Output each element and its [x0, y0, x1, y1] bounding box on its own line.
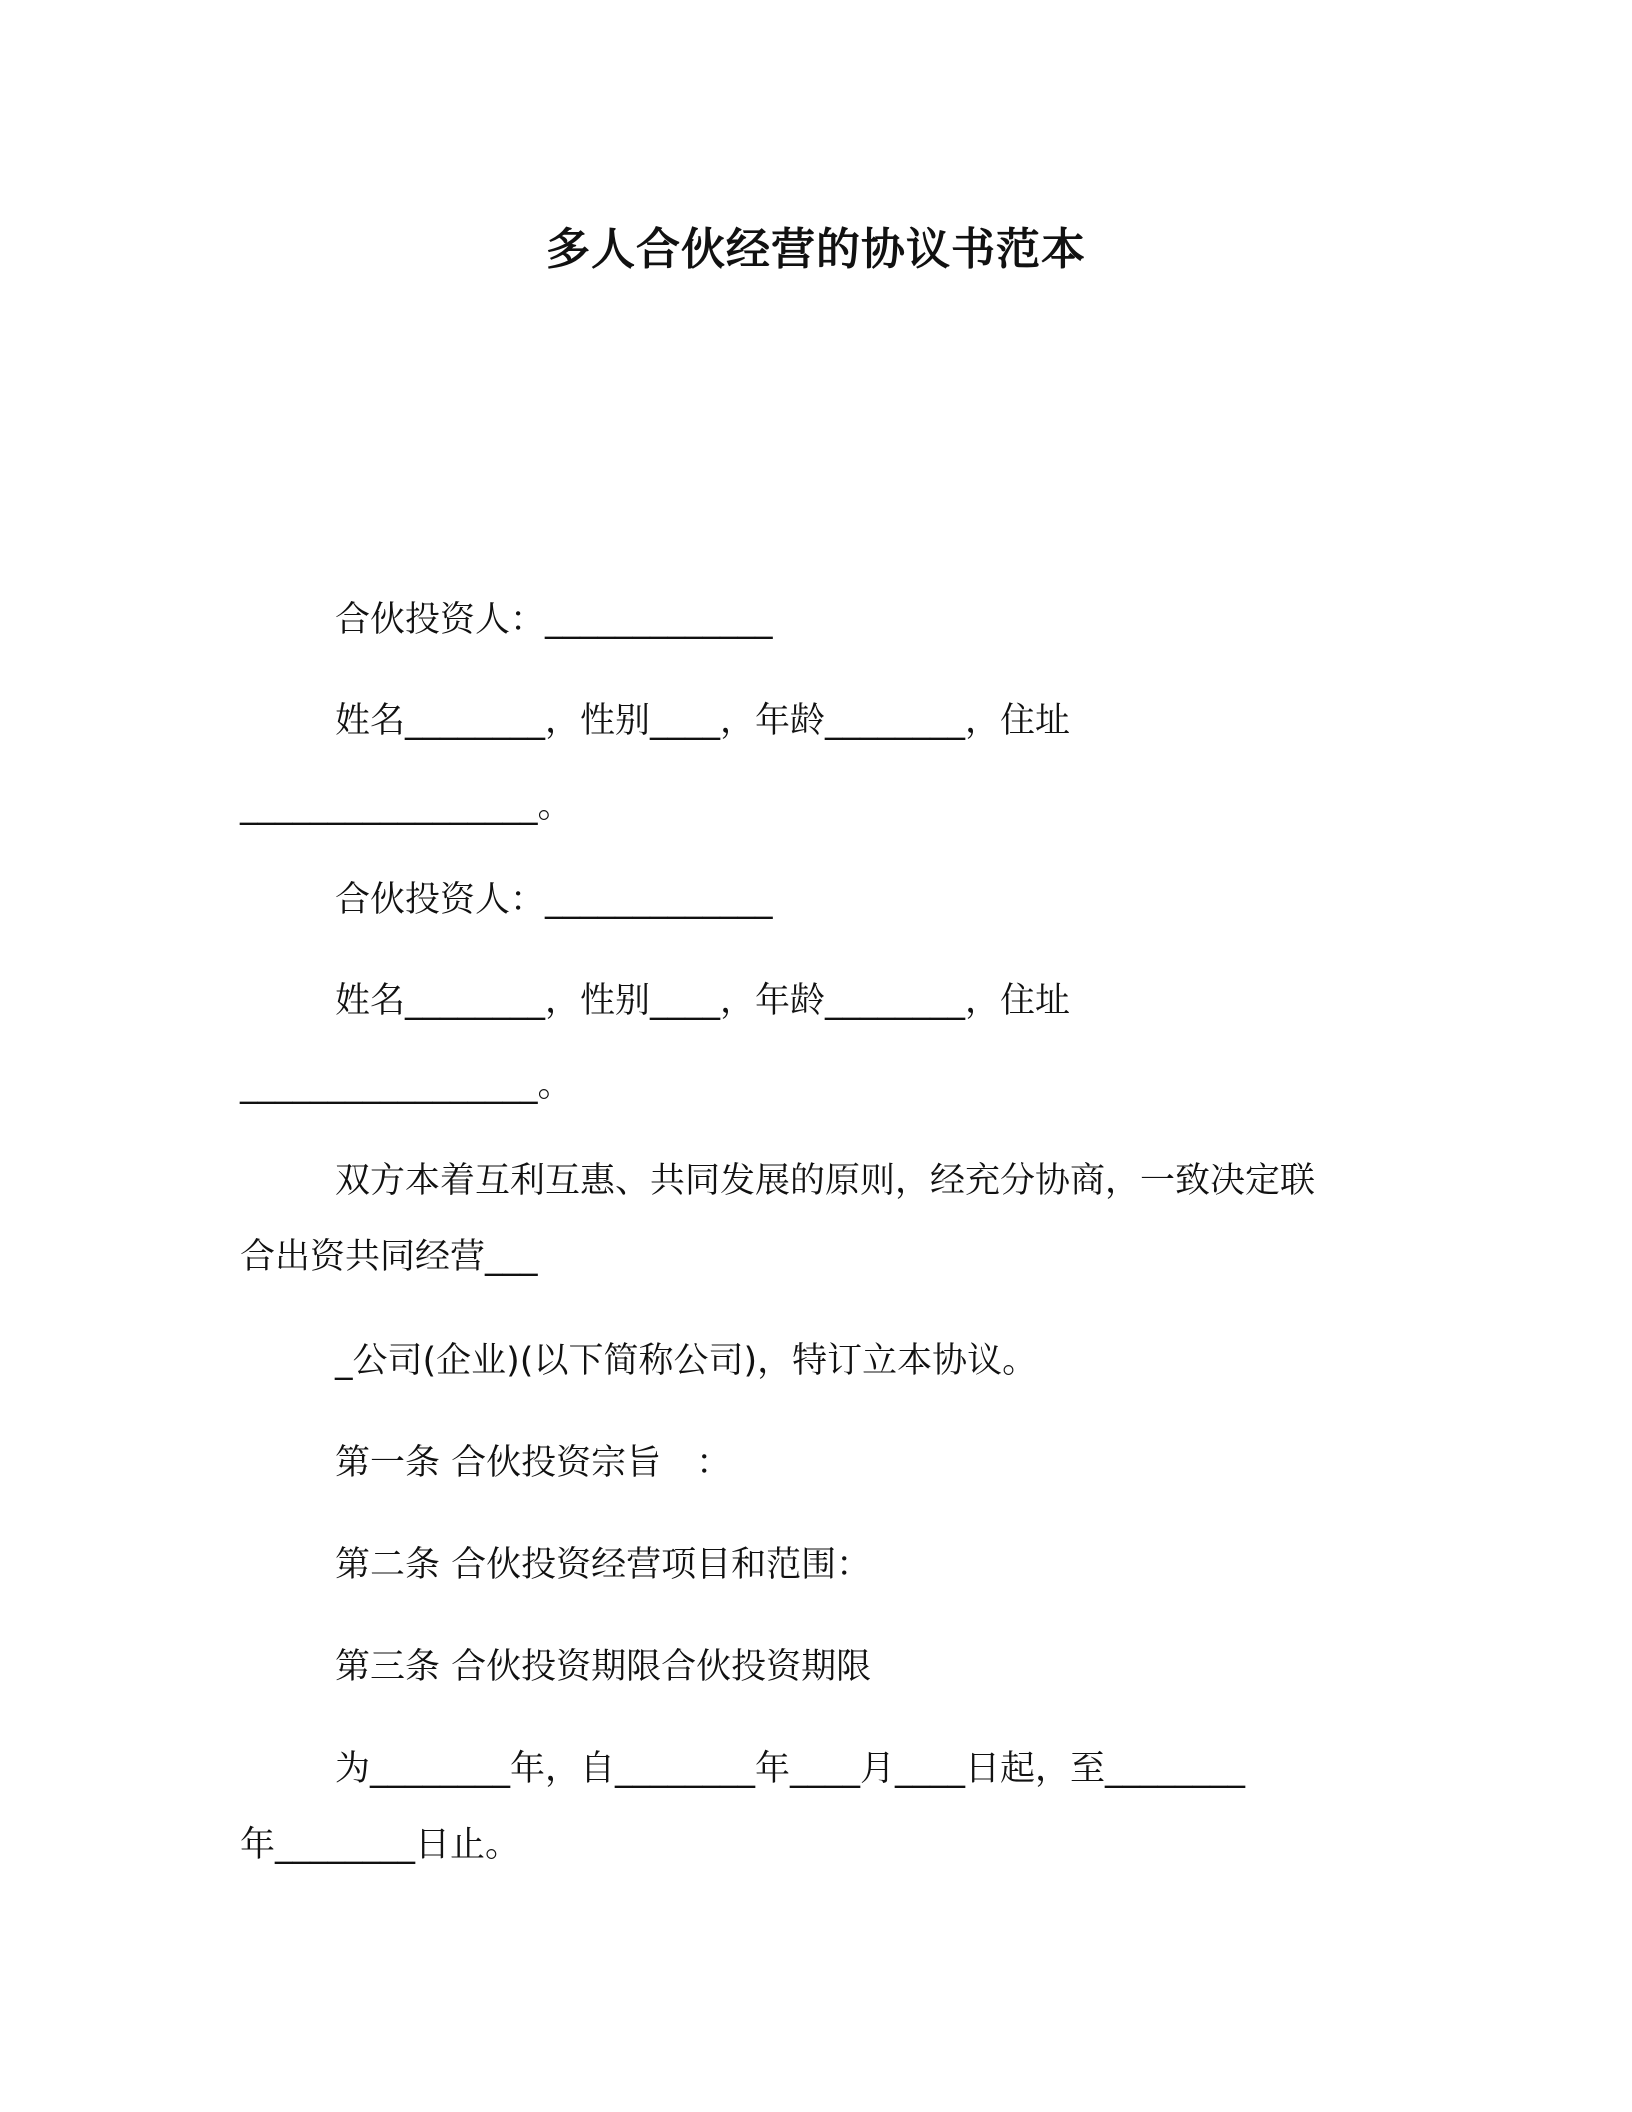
- article-3-term-line-2: 年________日止。: [240, 1825, 521, 1865]
- investor-1-address: _________________。: [240, 786, 573, 826]
- article-3: 第三条 合伙投资期限合伙投资期限: [335, 1647, 872, 1687]
- document-title: 多人合伙经营的协议书范本: [546, 224, 1086, 275]
- article-2: 第二条 合伙投资经营项目和范围：: [335, 1545, 872, 1585]
- article-1: 第一条 合伙投资宗旨 ：: [335, 1443, 732, 1483]
- investor-1-label: 合伙投资人：_____________: [335, 600, 773, 640]
- investor-1-details: 姓名________，性别____，年龄________，住址: [335, 701, 1071, 741]
- investor-2-address: _________________。: [240, 1065, 573, 1105]
- preamble-line-2: 合出资共同经营___: [240, 1237, 538, 1277]
- investor-2-details: 姓名________，性别____，年龄________，住址: [335, 981, 1071, 1021]
- article-3-term-line-1: 为________年，自________年____月____日起，至________: [335, 1749, 1246, 1789]
- preamble-line-3: _公司(企业)(以下简称公司)，特订立本协议。: [335, 1341, 1038, 1381]
- investor-2-label: 合伙投资人：_____________: [335, 880, 773, 920]
- preamble-line-1: 双方本着互利互惠、共同发展的原则，经充分协商，一致决定联: [335, 1161, 1316, 1201]
